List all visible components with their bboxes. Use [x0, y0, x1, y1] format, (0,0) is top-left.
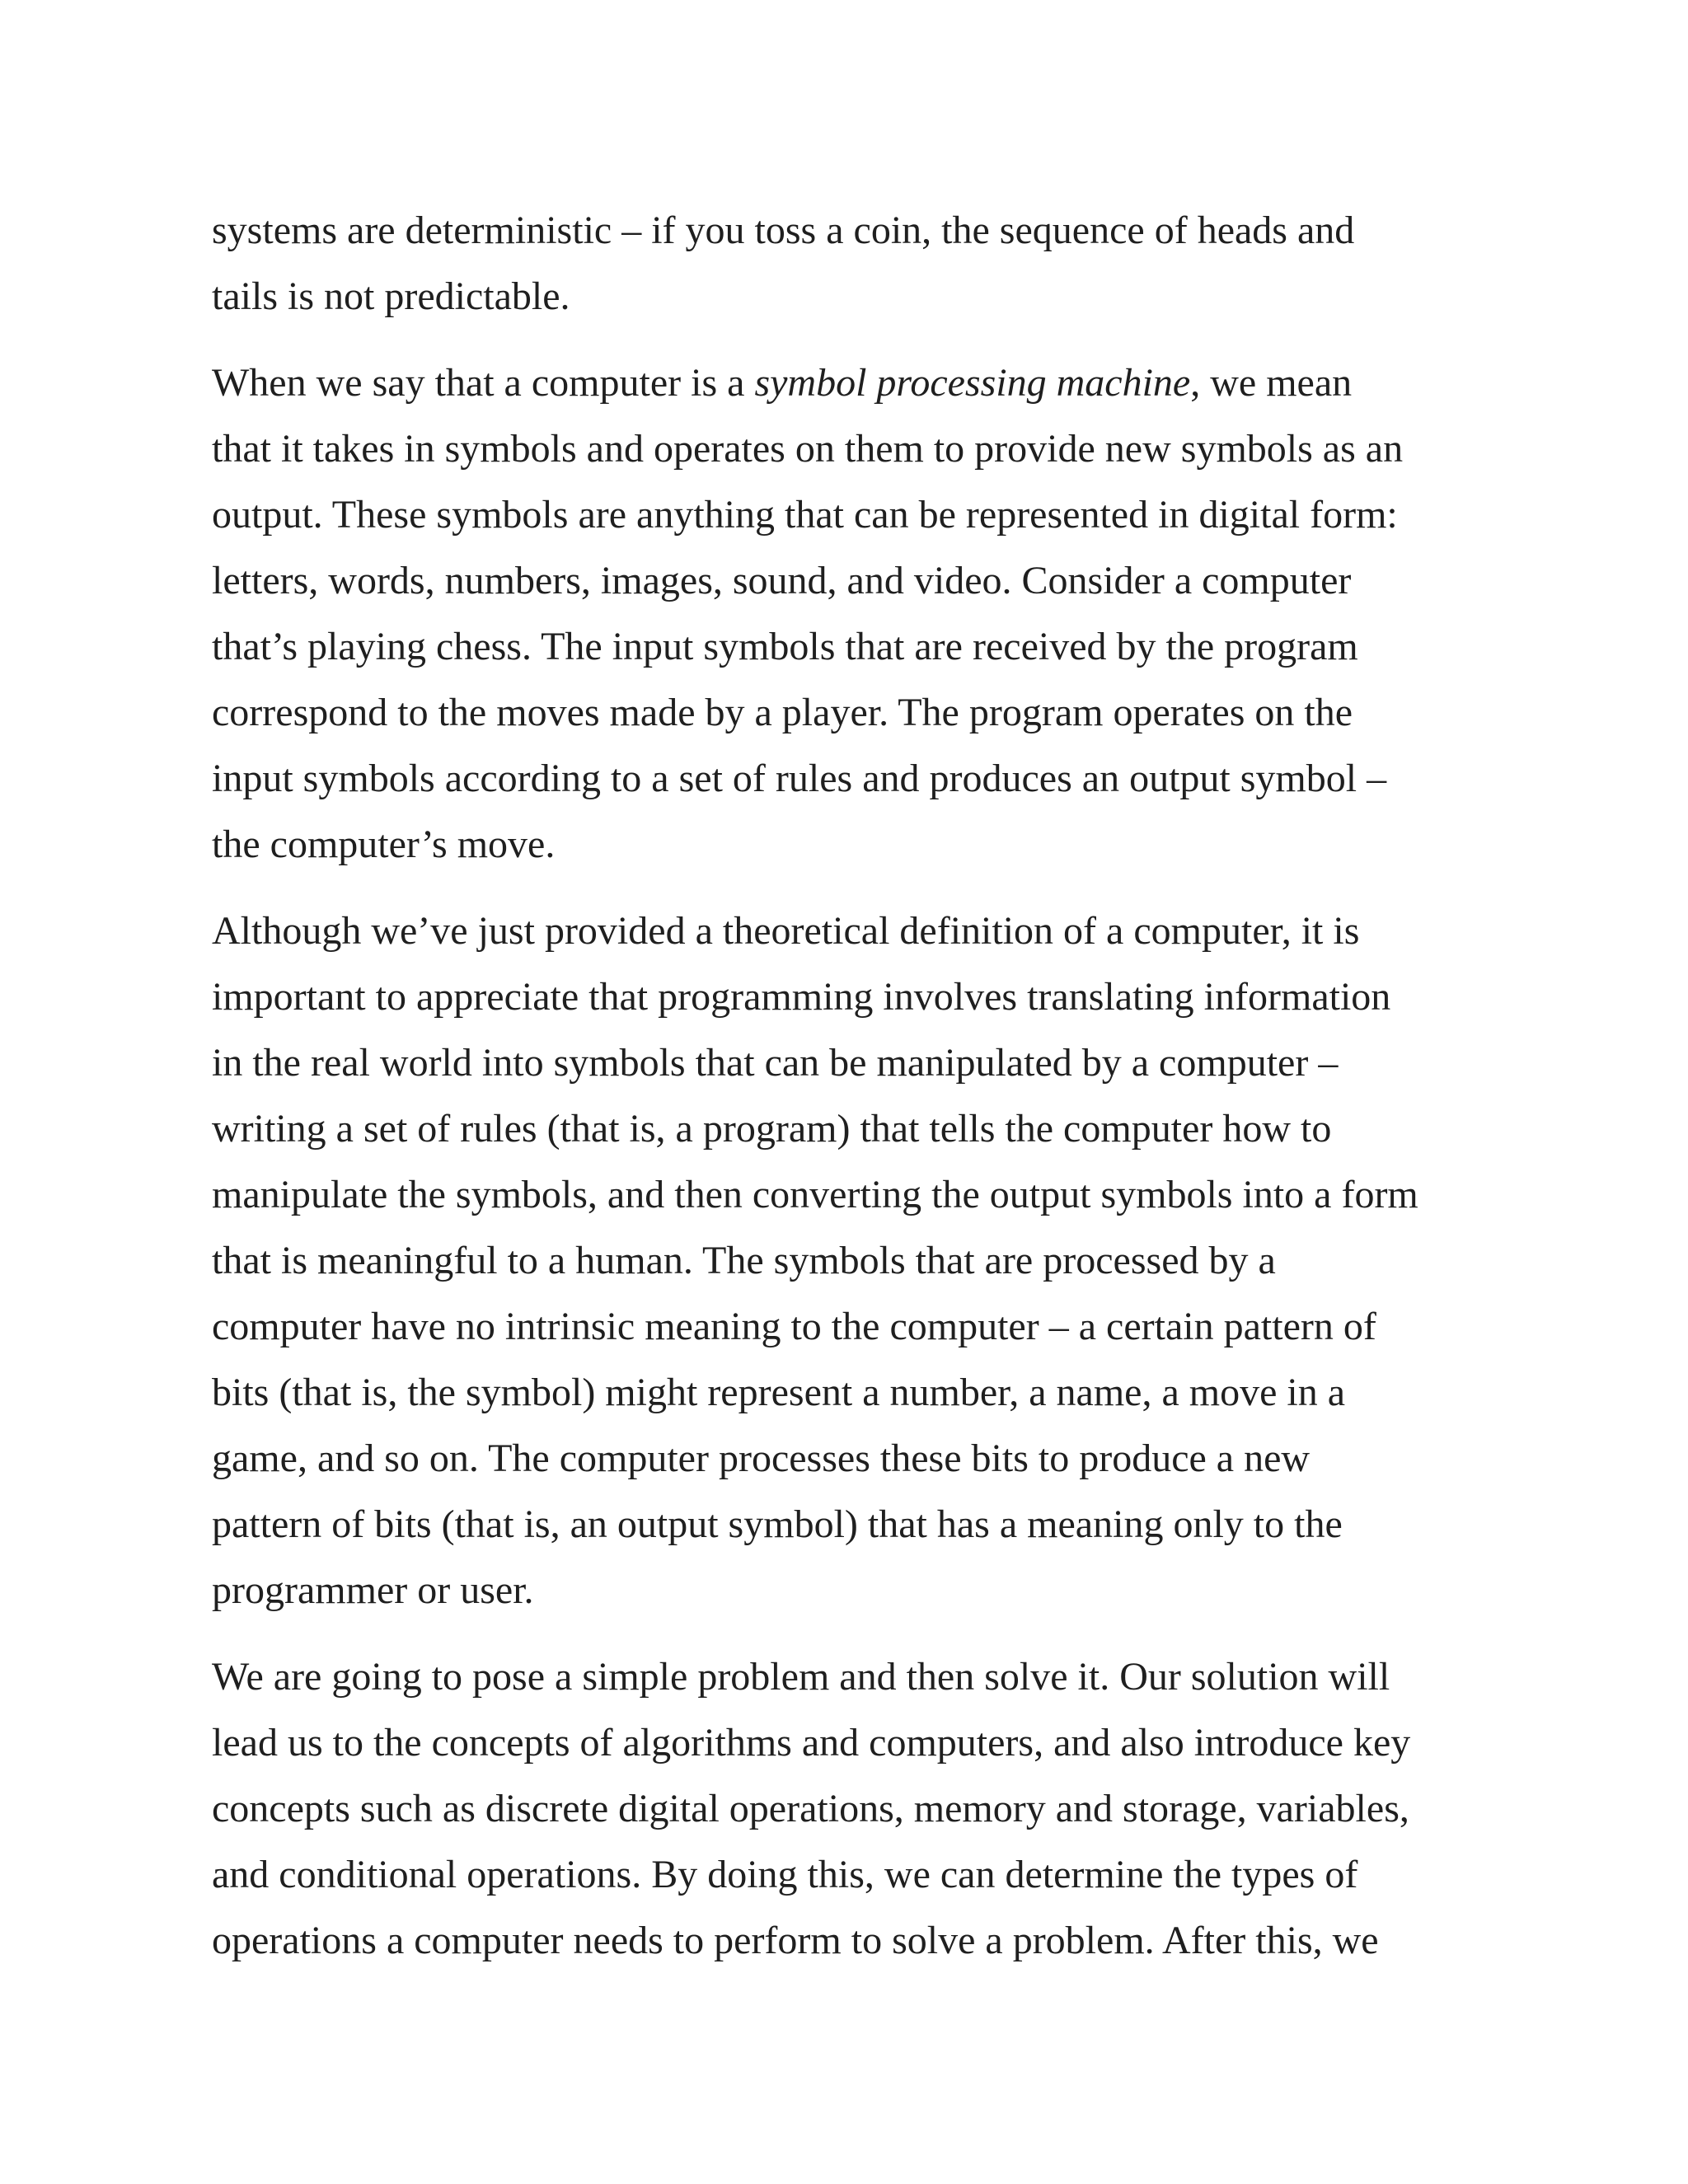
paragraph-1	[212, 198, 1498, 330]
text-line	[212, 350, 1498, 416]
text-line: correspond to the moves made by a player. The program operates on the	[212, 691, 1353, 734]
text-line: the computer’s move.	[212, 823, 556, 866]
text-line: that it takes in symbols and operates on them to provide new symbols as an	[212, 427, 1404, 471]
text-line: computer have no intrinsic meaning to the computer – a certain pattern of	[212, 1305, 1376, 1348]
text-line: programmer or user.	[212, 1568, 534, 1612]
text-run: When we say that a computer is a	[212, 361, 755, 405]
text-line: that’s playing chess. The input symbols that are received by the program	[212, 625, 1358, 668]
text-line: tails is not predictable.	[212, 274, 570, 318]
text-line: writing a set of rules (that is, a program) that tells the computer how to	[212, 1107, 1332, 1151]
text-line: We are going to pose a simple problem and then solve it. Our solution will	[212, 1655, 1390, 1699]
text-line: pattern of bits (that is, an output symbol) that has a meaning only to the	[212, 1502, 1343, 1546]
paragraph-2	[212, 350, 1498, 878]
text-line: input symbols according to a set of rules and produces an output symbol –	[212, 757, 1387, 800]
text-line: letters, words, numbers, images, sound, and video. Consider a computer	[212, 559, 1352, 602]
text-line: that is meaningful to a human. The symbols that are processed by a	[212, 1239, 1276, 1282]
text-line: lead us to the concepts of algorithms and computers, and also introduce key	[212, 1721, 1411, 1765]
text-line: and conditional operations. By doing this, we can determine the types of	[212, 1853, 1358, 1896]
paragraph-3	[212, 898, 1498, 1624]
text-run: , we mean	[1190, 361, 1353, 405]
text-line: game, and so on. The computer processes these bits to produce a new	[212, 1436, 1311, 1480]
text-line: concepts such as discrete digital operations, memory and storage, variables,	[212, 1787, 1409, 1830]
text-line: bits (that is, the symbol) might represent a number, a name, a move in a	[212, 1371, 1346, 1414]
text-line: important to appreciate that programming involves translating information	[212, 975, 1391, 1019]
text-line: output. These symbols are anything that can be represented in digital form:	[212, 493, 1398, 537]
text-line: operations a computer needs to perform to solve a problem. After this, we	[212, 1919, 1379, 1962]
paragraph-4	[212, 1644, 1498, 1974]
text-line: systems are deterministic – if you toss a coin, the sequence of heads and	[212, 209, 1355, 252]
body-text	[212, 198, 1498, 1994]
text-line: Although we’ve just provided a theoretical definition of a computer, it is	[212, 909, 1360, 953]
emphasized-term: symbol processing machine	[754, 361, 1191, 405]
text-line: manipulate the symbols, and then converting the output symbols into a form	[212, 1173, 1418, 1216]
text-line: in the real world into symbols that can be manipulated by a computer –	[212, 1041, 1339, 1085]
